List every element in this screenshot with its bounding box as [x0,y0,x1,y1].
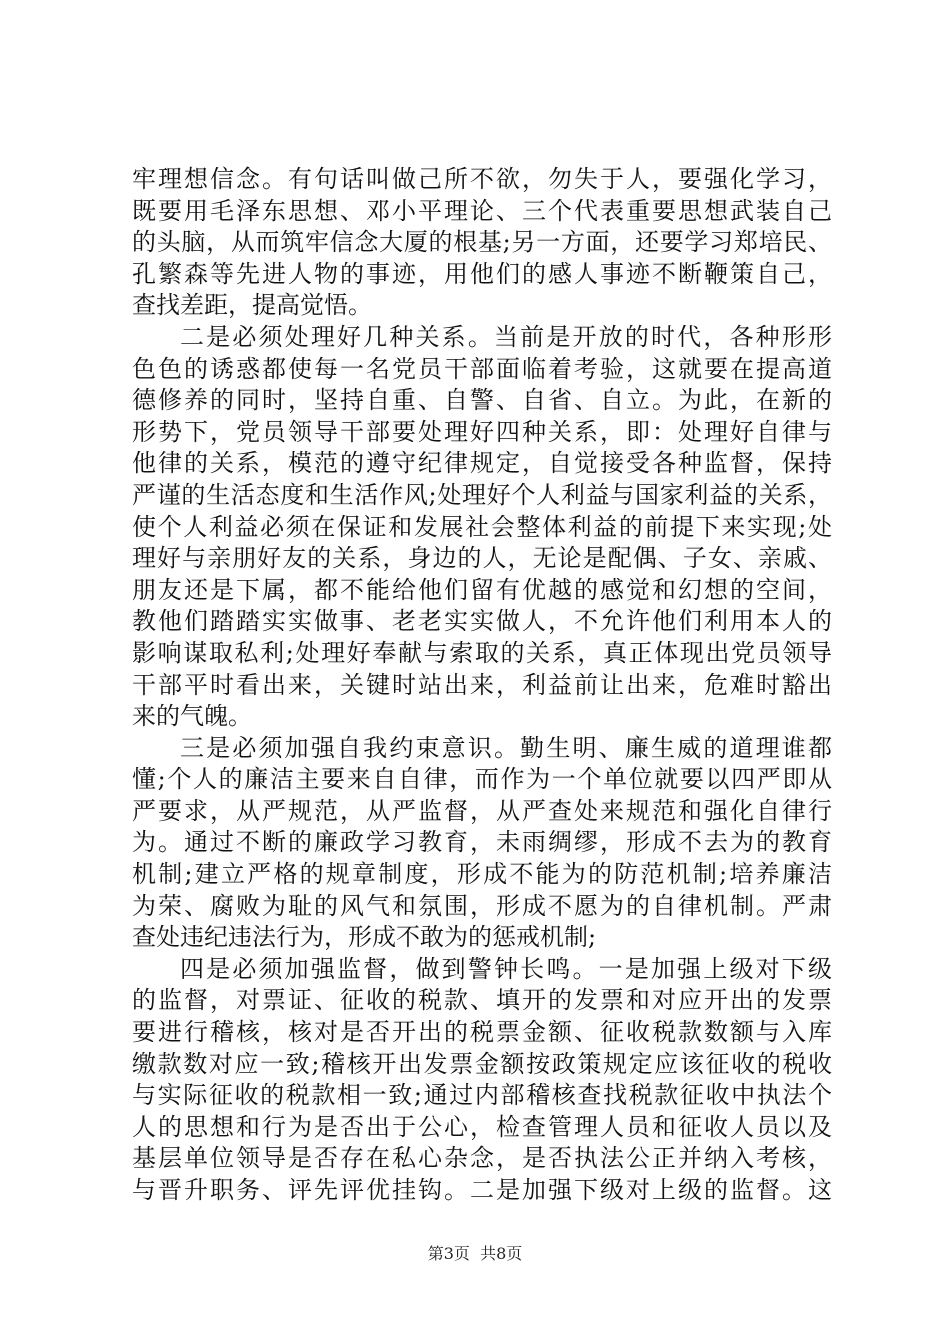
text-line: 他律的关系，模范的遵守纪律规定，自觉接受各种监督，保持 [132,449,832,478]
text-line: 三是必须加强自我约束意识。勤生明、廉生威的道理谁都 [180,733,832,762]
text-line: 使个人利益必须在保证和发展社会整体利益的前提下来实现;处 [132,512,832,541]
text-line: 基层单位领导是否存在私心杂念，是否执法公正并纳入考核， [132,1144,832,1173]
body-text [132,164,832,1207]
text-line: 严要求，从严规范，从严监督，从严查处来规范和强化自律行 [132,796,832,825]
text-line: 德修养的同时，坚持自重、自警、自省、自立。为此，在新的 [132,386,832,415]
text-line: 人的思想和行为是否出于公心，检查管理人员和征收人员以及 [132,1112,832,1141]
text-line: 的监督，对票证、征收的税款、填开的发票和对应开出的发票 [132,986,832,1015]
text-line: 查找差距，提高觉悟。 [132,291,372,320]
text-line: 形势下，党员领导干部要处理好四种关系，即：处理好自律与 [132,417,832,446]
text-line: 牢理想信念。有句话叫做己所不欲，勿失于人，要强化学习， [132,165,832,193]
text-line: 缴款数对应一致;稽核开出发票金额按政策规定应该征收的税收 [132,1049,832,1078]
text-line: 朋友还是下属，都不能给他们留有优越的感觉和幻想的空间， [132,575,832,604]
text-line: 为。通过不断的廉政学习教育，未雨绸缪，形成不去为的教育 [132,828,832,857]
text-line: 严谨的生活态度和生活作风;处理好个人利益与国家利益的关系， [132,480,832,509]
text-line: 教他们踏踏实实做事、老老实实做人，不允许他们利用本人的 [132,607,832,636]
text-line: 来的气魄。 [132,702,252,731]
text-line: 色色的诱惑都使每一名党员干部面临着考验，这就要在提高道 [132,354,832,383]
text-line: 二是必须处理好几种关系。当前是开放的时代，各种形形 [180,322,832,351]
page-footer [0,1243,950,1265]
text-line: 既要用毛泽东思想、邓小平理论、三个代表重要思想武装自己 [132,196,832,225]
text-line: 孔繁森等先进人物的事迹，用他们的感人事迹不断鞭策自己， [132,259,832,288]
text-line: 的头脑，从而筑牢信念大厦的根基;另一方面，还要学习郑培民、 [132,228,832,257]
text-line: 要进行稽核，核对是否开出的税票金额、征收税款数额与入库 [132,1018,832,1047]
text-line: 理好与亲朋好友的关系，身边的人，无论是配偶、子女、亲戚、 [132,544,832,573]
text-line: 四是必须加强监督，做到警钟长鸣。一是加强上级对下级 [180,954,832,983]
text-line: 机制;建立严格的规章制度，形成不能为的防范机制;培养廉洁 [132,860,832,889]
text-line: 干部平时看出来，关键时站出来，利益前让出来，危难时豁出 [132,670,832,699]
text-line: 与晋升职务、评先评优挂钩。二是加强下级对上级的监督。这 [132,1176,832,1204]
text-line: 查处违纪违法行为，形成不敢为的惩戒机制; [132,923,597,952]
page-number: 第3页 共8页 [427,1244,523,1263]
text-line: 影响谋取私利;处理好奉献与索取的关系，真正体现出党员领导 [132,638,832,667]
text-line: 为荣、腐败为耻的风气和氛围，形成不愿为的自律机制。严肃 [132,891,832,920]
text-line: 与实际征收的税款相一致;通过内部稽核查找税款征收中执法个 [132,1081,832,1110]
text-line: 懂;个人的廉洁主要来自自律，而作为一个单位就要以四严即从 [132,765,832,794]
